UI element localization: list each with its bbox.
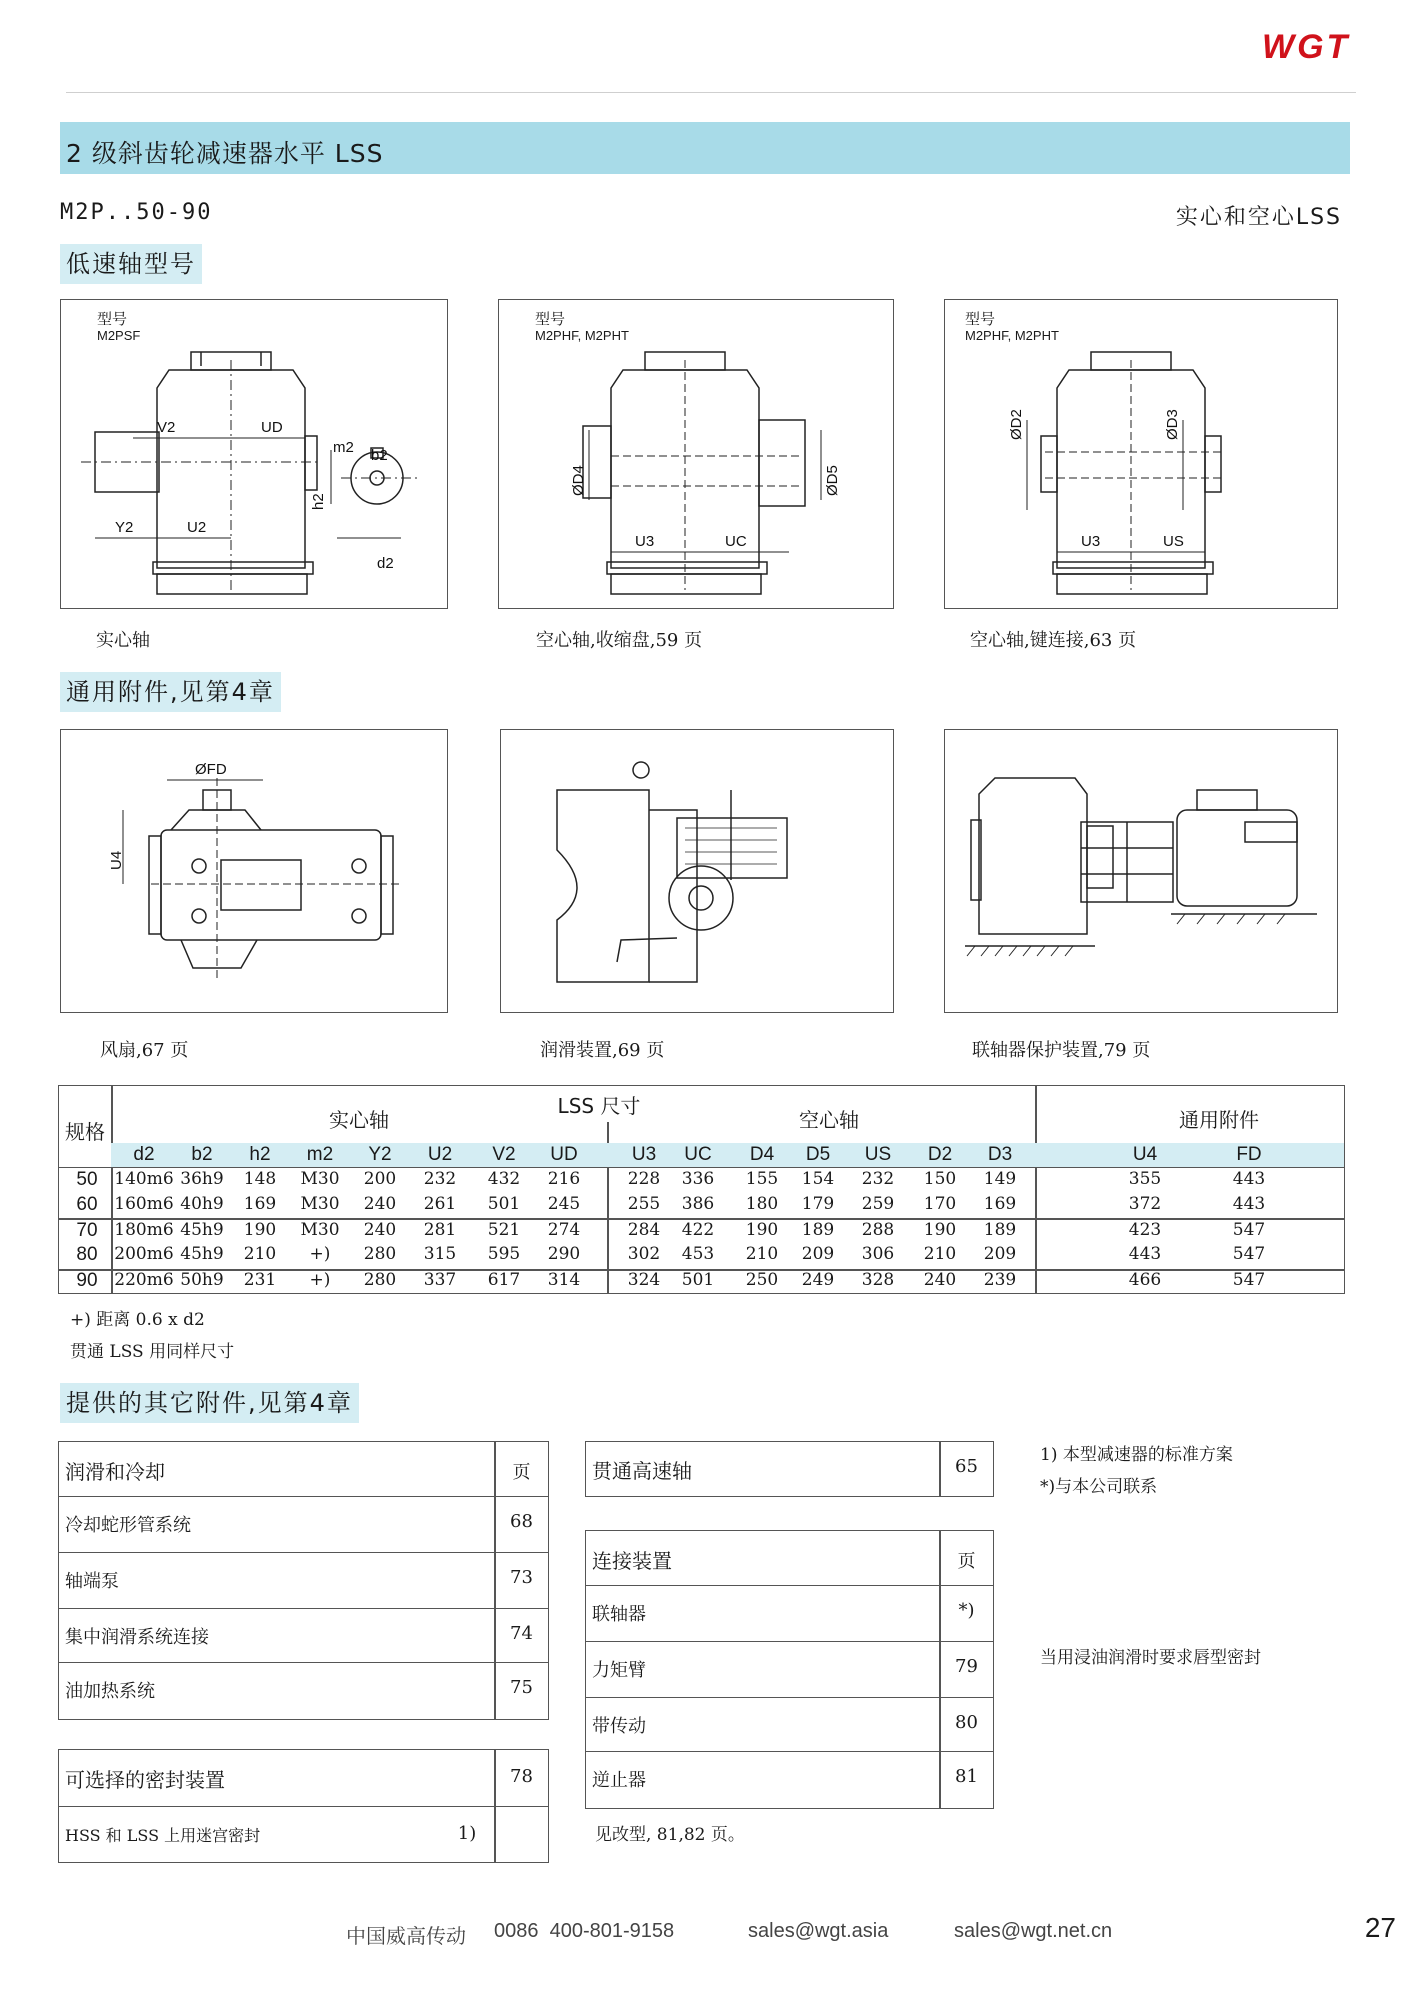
table-cell: 228 <box>627 1169 661 1189</box>
caption-fan: 风扇,67 页 <box>100 1040 189 1061</box>
table-hline <box>59 1167 1344 1168</box>
lubrication-item: 油加热系统 <box>65 1681 155 1702</box>
table-cell: 245 <box>547 1194 581 1214</box>
table-cell: 280 <box>363 1244 397 1264</box>
label-uc: UC <box>725 533 747 550</box>
footer-phone: 0086 400-801-9158 <box>494 1920 675 1942</box>
model-note: 实心和空心LSS <box>1175 205 1342 230</box>
table-cell: 189 <box>801 1220 835 1240</box>
table-cell: 190 <box>745 1220 779 1240</box>
table-row <box>59 1496 548 1536</box>
table-cell: 466 <box>1128 1270 1162 1290</box>
col-ud: UD <box>550 1144 578 1165</box>
footer-email-asia[interactable]: sales@wgt.asia <box>748 1920 889 1942</box>
table-cell: 209 <box>801 1244 835 1264</box>
table-cell: 547 <box>1232 1270 1266 1290</box>
caption-hollow-keyed: 空心轴,键连接,63 页 <box>970 630 1137 651</box>
table-cell: 595 <box>487 1244 521 1264</box>
solid-header: 实心轴 <box>329 1108 389 1132</box>
col-b2: b2 <box>191 1144 213 1165</box>
drawing-solid-shaft <box>60 299 448 609</box>
size-cell: 50 <box>76 1169 98 1190</box>
connection-page: *) <box>958 1600 975 1621</box>
table-cell: 36h9 <box>180 1169 224 1189</box>
table-cell: 190 <box>923 1220 957 1240</box>
col-h2: h2 <box>249 1144 271 1165</box>
table-cell: 249 <box>801 1270 835 1290</box>
table-cell: 240 <box>363 1194 397 1214</box>
table-cell: 372 <box>1128 1194 1162 1214</box>
table-cell: 170 <box>923 1194 957 1214</box>
table-cell: 140m6 <box>114 1169 174 1189</box>
col-u4: U4 <box>1132 1144 1158 1165</box>
model-range: M2P..50-90 <box>60 200 213 225</box>
table-cell: 240 <box>923 1270 957 1290</box>
table-cell: 423 <box>1128 1220 1162 1240</box>
footer-email-cn[interactable]: sales@wgt.net.cn <box>954 1920 1113 1942</box>
connection-item: 逆止器 <box>592 1770 646 1791</box>
note-distance: +) 距离 0.6 x d2 <box>70 1310 205 1330</box>
model-label: M2PSF <box>97 328 141 343</box>
table-cell: 216 <box>547 1169 581 1189</box>
table-cell: +) <box>309 1270 331 1290</box>
table-cell: 180 <box>745 1194 779 1214</box>
table-row <box>586 1585 993 1625</box>
col-uc: UC <box>684 1144 712 1165</box>
section-other-accessories: 提供的其它附件,见第4章 <box>60 1383 359 1423</box>
table-cell: 180m6 <box>114 1220 174 1240</box>
table-cell: 324 <box>627 1270 661 1290</box>
table-cell: 547 <box>1232 1244 1266 1264</box>
col-fd: FD <box>1236 1144 1262 1165</box>
drawing-hollow-keyed <box>944 299 1338 609</box>
connection-table <box>585 1530 994 1809</box>
page-title: 2 级斜齿轮减速器水平 LSS <box>66 139 384 168</box>
drawing-coupling-guard <box>944 729 1338 1013</box>
table-cell: 232 <box>423 1169 457 1189</box>
col-v2: V2 <box>492 1144 516 1165</box>
table-cell: 617 <box>487 1270 521 1290</box>
table-cell: 169 <box>243 1194 277 1214</box>
footer-company: 中国威高传动 <box>346 1926 466 1948</box>
table-cell: 422 <box>681 1220 715 1240</box>
table-cell: 386 <box>681 1194 715 1214</box>
label-h2: h2 <box>310 493 327 510</box>
drawing-lubrication <box>500 729 894 1013</box>
table-row <box>59 1662 548 1702</box>
type-label: 型号 <box>97 311 128 328</box>
label-u4: U4 <box>108 850 125 870</box>
table-cell: 210 <box>745 1244 779 1264</box>
table-cell: 239 <box>983 1270 1017 1290</box>
table-cell: 189 <box>983 1220 1017 1240</box>
page-number: 27 <box>1364 1912 1396 1943</box>
lubrication-page: 73 <box>510 1567 533 1588</box>
connection-item: 联轴器 <box>592 1604 646 1625</box>
table-cell: 274 <box>547 1220 581 1240</box>
table-row <box>586 1641 993 1681</box>
label-d5: ØD5 <box>824 465 841 496</box>
size-cell: 70 <box>76 1220 98 1241</box>
hollow-keyed-diagram <box>945 300 1337 608</box>
table-cell: 209 <box>983 1244 1017 1264</box>
caption-lubrication: 润滑装置,69 页 <box>540 1040 665 1061</box>
size-cell: 80 <box>76 1244 98 1265</box>
table-cell: 148 <box>243 1169 277 1189</box>
table-cell: 280 <box>363 1270 397 1290</box>
caption-solid-shaft: 实心轴 <box>96 630 150 651</box>
lubrication-page: 75 <box>510 1677 533 1698</box>
table-cell: +) <box>309 1244 331 1264</box>
table-cell: 547 <box>1232 1220 1266 1240</box>
col-us: US <box>864 1144 892 1165</box>
section-shaft-types: 低速轴型号 <box>60 244 202 284</box>
table-cell: 261 <box>423 1194 457 1214</box>
table-cell: 220m6 <box>114 1270 174 1290</box>
connection-page-header: 页 <box>957 1551 976 1572</box>
hollow-header: 空心轴 <box>799 1108 859 1132</box>
label-u2: U2 <box>187 519 207 536</box>
table-row <box>586 1697 993 1737</box>
col-d5: D5 <box>805 1144 831 1165</box>
lubrication-page-header: 页 <box>512 1462 531 1483</box>
table-cell: 443 <box>1128 1244 1162 1264</box>
caption-coupling-guard: 联轴器保护装置,79 页 <box>972 1040 1151 1061</box>
label-ud: UD <box>261 419 283 436</box>
caption-hollow-shrink-disc: 空心轴,收缩盘,59 页 <box>536 630 703 651</box>
table-cell: 149 <box>983 1169 1017 1189</box>
title-bar <box>60 122 1350 174</box>
type-label: 型号 <box>535 311 566 328</box>
table-cell: 232 <box>861 1169 895 1189</box>
lubrication-page: 68 <box>510 1511 533 1532</box>
connection-page: 80 <box>955 1712 978 1733</box>
table-row <box>59 1806 548 1845</box>
table-cell: 501 <box>681 1270 715 1290</box>
lubrication-page: 74 <box>510 1623 533 1644</box>
connection-item: 带传动 <box>592 1716 646 1737</box>
fan-diagram <box>61 730 447 1012</box>
label-b2: b2 <box>371 447 388 464</box>
label-d4: ØD4 <box>570 465 587 496</box>
label-m2: m2 <box>333 439 354 456</box>
hollow-shrink-disc-diagram <box>499 300 893 608</box>
lubrication-diagram <box>501 730 893 1012</box>
table-cell: 259 <box>861 1194 895 1214</box>
table-cell: 302 <box>627 1244 661 1264</box>
header-divider <box>66 92 1356 93</box>
lubrication-item: 集中润滑系统连接 <box>65 1627 209 1648</box>
through-shaft-table <box>585 1441 994 1497</box>
table-cell: M30 <box>300 1220 340 1240</box>
seals-page: 78 <box>510 1766 533 1787</box>
table-cell: 288 <box>861 1220 895 1240</box>
label-d3: ØD3 <box>1164 409 1181 440</box>
table-cell: 443 <box>1232 1169 1266 1189</box>
table-cell: 169 <box>983 1194 1017 1214</box>
table-cell: 240 <box>363 1220 397 1240</box>
section-accessories: 通用附件,见第4章 <box>60 672 281 712</box>
table-cell: 255 <box>627 1194 661 1214</box>
drawing-fan <box>60 729 448 1013</box>
lubrication-header: 润滑和冷却 <box>65 1460 165 1484</box>
col-d2b: D2 <box>927 1144 953 1165</box>
label-u3: U3 <box>1081 533 1101 550</box>
table-cell: 200 <box>363 1169 397 1189</box>
col-y2: Y2 <box>368 1144 392 1165</box>
seals-mark: 1) <box>457 1823 477 1844</box>
table-cell: 210 <box>243 1244 277 1264</box>
table-cell: 210 <box>923 1244 957 1264</box>
seal-note: 当用浸油润滑时要求唇型密封 <box>1040 1648 1261 1668</box>
table-row <box>59 1608 548 1648</box>
table-vline <box>1035 1086 1037 1293</box>
table-cell: 190 <box>243 1220 277 1240</box>
table-cell: 179 <box>801 1194 835 1214</box>
table-cell: 45h9 <box>180 1220 224 1240</box>
coupling-guard-diagram <box>945 730 1337 1012</box>
seals-item: HSS 和 LSS 上用迷宫密封 <box>65 1826 261 1845</box>
label-u3: U3 <box>635 533 655 550</box>
connection-page: 81 <box>955 1766 978 1787</box>
label-us: US <box>1163 533 1184 550</box>
model-label: M2PHF, M2PHT <box>965 328 1059 343</box>
size-cell: 60 <box>76 1194 98 1215</box>
side-note-standard: 1) 本型减速器的标准方案 <box>1040 1445 1233 1465</box>
drawing-hollow-shrink-disc <box>498 299 894 609</box>
solid-shaft-diagram <box>61 300 447 608</box>
table-cell: 231 <box>243 1270 277 1290</box>
type-label: 型号 <box>965 311 996 328</box>
table-cell: 443 <box>1232 1194 1266 1214</box>
table-cell: M30 <box>300 1194 340 1214</box>
lubrication-item: 冷却蛇形管系统 <box>65 1515 191 1536</box>
table-cell: M30 <box>300 1169 340 1189</box>
through-shaft-label: 贯通高速轴 <box>592 1459 692 1483</box>
col-d2: d2 <box>133 1144 155 1165</box>
table-cell: 336 <box>681 1169 715 1189</box>
brand-logo: WGT <box>1262 28 1351 66</box>
table-cell: 284 <box>627 1220 661 1240</box>
connection-note: 见改型, 81,82 页。 <box>595 1825 745 1845</box>
table-cell: 501 <box>487 1194 521 1214</box>
table-cell: 150 <box>923 1169 957 1189</box>
connection-item: 力矩臂 <box>592 1660 646 1681</box>
model-label: M2PHF, M2PHT <box>535 328 629 343</box>
col-u2: U2 <box>427 1144 453 1165</box>
label-y2: Y2 <box>115 519 134 536</box>
table-cell: 432 <box>487 1169 521 1189</box>
connection-page: 79 <box>955 1656 978 1677</box>
table-row <box>586 1751 993 1791</box>
size-cell: 90 <box>76 1270 98 1291</box>
table-cell: 315 <box>423 1244 457 1264</box>
note-through-lss: 贯通 LSS 用同样尺寸 <box>70 1342 235 1362</box>
seals-header: 可选择的密封装置 <box>65 1768 225 1792</box>
table-cell: 281 <box>423 1220 457 1240</box>
table-cell: 250 <box>745 1270 779 1290</box>
side-note-contact: *)与本公司联系 <box>1040 1477 1158 1497</box>
lss-header: LSS 尺寸 <box>557 1094 641 1118</box>
through-shaft-page: 65 <box>955 1456 978 1477</box>
table-cell: 45h9 <box>180 1244 224 1264</box>
table-cell: 521 <box>487 1220 521 1240</box>
lubrication-table <box>58 1441 549 1720</box>
table-cell: 328 <box>861 1270 895 1290</box>
label-fd: ØFD <box>195 761 227 778</box>
col-u3: U3 <box>631 1144 657 1165</box>
col-d3: D3 <box>987 1144 1013 1165</box>
table-cell: 314 <box>547 1270 581 1290</box>
label-d2: d2 <box>377 555 394 572</box>
table-cell: 337 <box>423 1270 457 1290</box>
common-header: 通用附件 <box>1179 1108 1259 1132</box>
table-cell: 290 <box>547 1244 581 1264</box>
seals-table <box>58 1749 549 1863</box>
table-cell: 160m6 <box>114 1194 174 1214</box>
table-cell: 40h9 <box>180 1194 224 1214</box>
table-cell: 453 <box>681 1244 715 1264</box>
lubrication-item: 轴端泵 <box>65 1571 119 1592</box>
size-header: 规格 <box>65 1120 105 1144</box>
col-m2: m2 <box>306 1144 334 1165</box>
label-v2: V2 <box>157 419 176 436</box>
label-d2: ØD2 <box>1008 409 1025 440</box>
table-cell: 155 <box>745 1169 779 1189</box>
table-cell: 306 <box>861 1244 895 1264</box>
table-cell: 200m6 <box>114 1244 174 1264</box>
table-row <box>59 1552 548 1592</box>
table-cell: 355 <box>1128 1169 1162 1189</box>
connection-header: 连接装置 <box>592 1549 672 1573</box>
table-cell: 50h9 <box>180 1270 224 1290</box>
table-cell: 154 <box>801 1169 835 1189</box>
col-d4: D4 <box>749 1144 775 1165</box>
dimension-table <box>58 1085 1345 1294</box>
